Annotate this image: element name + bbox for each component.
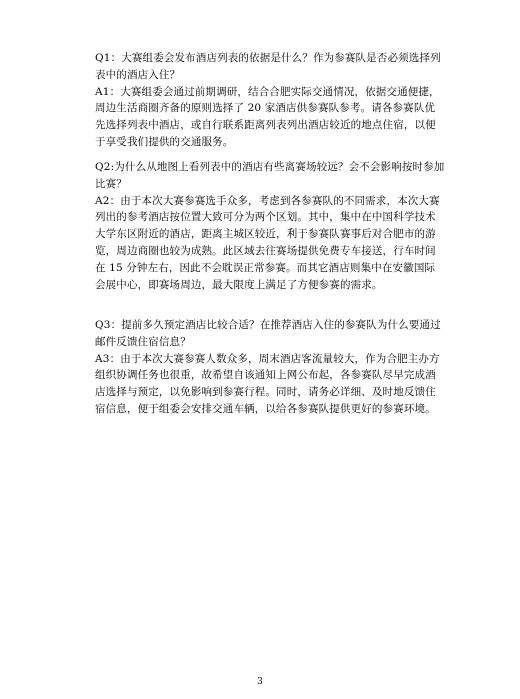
page-number: 3 xyxy=(257,677,263,687)
qa-block-1 xyxy=(95,50,445,151)
answer-1: A1：大赛组委会通过前期调研，结合合肥实际交通情况，依据交通便捷，周边生活商圈齐备的原则选择了 20 家酒店供参赛队参考。请各参赛队优先选择列表中酒店，或自行联系距离列表列出酒店较近的地点住宿，以便于享受我们提供的交通服务。 xyxy=(95,85,440,148)
qa-block-3 xyxy=(95,317,445,418)
answer-3: A3：由于本次大赛参赛人数众多，周末酒店客流量较大，作为合肥主办方组织协调任务也很重，故希望自该通知上网公布起，各参赛队尽早完成酒店选择与预定，以免影响到参赛行程。同时，请务必详细、及时地反馈住宿信息，便于组委会安排交通车辆，以给各参赛队提供更好的参赛环境。 xyxy=(95,352,440,415)
question-3: Q3：提前多久预定酒店比较合适？在推荐酒店入住的参赛队为什么要通过邮件反馈住宿信息？ xyxy=(95,319,441,348)
qa-block-2 xyxy=(95,159,445,293)
question-2: Q2:为什么从地图上看列表中的酒店有些离赛场较远？会不会影响按时参加比赛？ xyxy=(95,161,445,190)
answer-2: A2：由于本次大赛参赛选手众多，考虑到各参赛队的不同需求，本次大赛列出的参考酒店按位置大致可分为两个区划。其中，集中在中国科学技术大学东区附近的酒店，距离主城区较近，利于参赛队赛事后对合肥市的游览，周边商圈也较为成熟。此区域去往赛场提供免费专车接送，行车时间在 15 分钟左右，因此不会耽误正常参赛。而其它酒店则集中在安徽国际会展中心，即赛场周边，最大限度上满足了方便参赛的需求。 xyxy=(95,194,440,291)
question-1: Q1：大赛组委会发布酒店列表的依据是什么？作为参赛队是否必须选择列表中的酒店入住？ xyxy=(95,52,441,81)
